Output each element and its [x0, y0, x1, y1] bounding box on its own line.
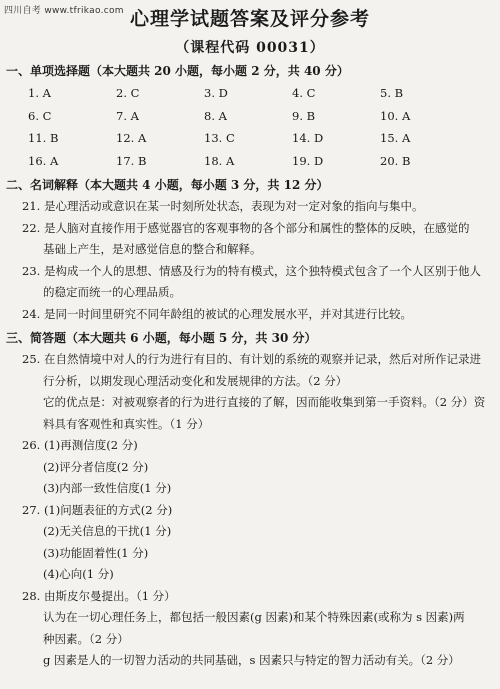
- mcq-row: [28, 131, 468, 154]
- answer-28-line4: g 因素是人的一切智力活动的共同基础，s 因素只与特定的智力活动有关。（2 分）: [43, 653, 460, 667]
- section-heading-terms: 二、名词解释（本大题共 4 小题，每小题 3 分，共 12 分）: [6, 178, 329, 192]
- answer-26-item2: (2)评分者信度(2 分): [43, 459, 149, 474]
- mcq-answer: 8. A: [204, 108, 227, 123]
- mcq-answer: 18. A: [204, 153, 235, 168]
- mcq-answer: 13. C: [204, 131, 235, 145]
- document-title: 心理学试题答案及评分参考: [129, 8, 370, 30]
- mcq-answer: 2. C: [116, 86, 140, 100]
- mcq-answer: 19. D: [292, 153, 324, 168]
- mcq-answer: 20. B: [380, 153, 411, 168]
- mcq-answer: 11. B: [28, 131, 59, 145]
- mcq-answer: 4. C: [292, 86, 316, 100]
- answer-27-item2: (2)无关信息的干扰(1 分): [43, 524, 172, 538]
- mcq-answer: 5. B: [380, 86, 404, 100]
- site-watermark: 四川自考 www.tfrikao.com: [4, 6, 124, 16]
- mcq-row: [28, 154, 468, 177]
- answer-25-line1: 25. 在自然情境中对人的行为进行有目的、有计划的系统的观察并记录，然后对所作记录进: [22, 352, 481, 366]
- mcq-answer: 9. B: [292, 108, 316, 123]
- answer-27-item4: (4)心向(1 分): [43, 567, 114, 581]
- mcq-answer: 1. A: [28, 86, 51, 100]
- mcq-answer: 15. A: [380, 131, 411, 145]
- mcq-answer: 6. C: [28, 108, 52, 123]
- mcq-answer: 12. A: [116, 131, 147, 145]
- answer-28-line3: 种因素。（2 分）: [43, 631, 129, 646]
- mcq-row: [28, 109, 468, 132]
- answer-22-line1: 22. 是人脑对直接作用于感觉器官的客观事物的各个部分和属性的整体的反映，在感觉的: [22, 220, 470, 235]
- answer-24: 24. 是同一时间里研究不同年龄组的被试的心理发展水平，并对其进行比较。: [22, 306, 412, 321]
- course-code: （课程代码 00031）: [175, 40, 325, 56]
- answer-27-item1: 27. (1)问题表征的方式(2 分): [22, 502, 173, 517]
- answer-28-line2: 认为在一切心理任务上，都包括一般因素(g 因素)和某个特殊因素(或称为 s 因素)两: [43, 610, 465, 624]
- answer-25-line4: 料具有客观性和真实性。（1 分）: [43, 416, 210, 431]
- answer-25-line3: 它的优点是：对被观察者的行为进行直接的了解，因而能收集到第一手资料。（2 分）资: [43, 395, 486, 409]
- mcq-answer: 3. D: [204, 86, 228, 100]
- answer-26-item1: 26. (1)再测信度(2 分): [22, 438, 138, 452]
- section-heading-short: 三、简答题（本大题共 6 小题，每小题 5 分，共 30 分）: [6, 331, 317, 345]
- answer-25-line2: 行分析，以期发现心理活动变化和发展规律的方法。（2 分）: [43, 373, 348, 388]
- terms-answers: [22, 196, 494, 325]
- mcq-answer: 10. A: [380, 108, 411, 123]
- answer-26-item3: (3)内部一致性信度(1 分): [43, 481, 172, 495]
- answer-28-line1: 28. 由斯皮尔曼提出。（1 分）: [22, 588, 176, 603]
- mcq-answer: 17. B: [116, 153, 147, 168]
- mcq-answer: 7. A: [116, 108, 139, 123]
- mcq-answer: 14. D: [292, 131, 324, 145]
- answer-23-line2: 的稳定而统一的心理品质。: [43, 285, 181, 299]
- mcq-row: [28, 86, 468, 109]
- answer-21: 21. 是心理活动或意识在某一时刻所处状态，表现为对一定对象的指向与集中。: [22, 199, 424, 213]
- answer-22-line2: 基础上产生，是对感觉信息的整合和解释。: [43, 242, 262, 256]
- mcq-answer: 16. A: [28, 153, 59, 168]
- section-heading-mcq: 一、单项选择题（本大题共 20 小题，每小题 2 分，共 40 分）: [6, 64, 349, 78]
- answer-23-line1: 23. 是构成一个人的思想、情感及行为的特有模式，这个独特模式包含了一个人区别于他人: [22, 263, 481, 278]
- mcq-answer-grid: [28, 86, 468, 176]
- short-answers: [22, 349, 494, 672]
- answer-27-item3: (3)功能固着性(1 分): [43, 545, 149, 560]
